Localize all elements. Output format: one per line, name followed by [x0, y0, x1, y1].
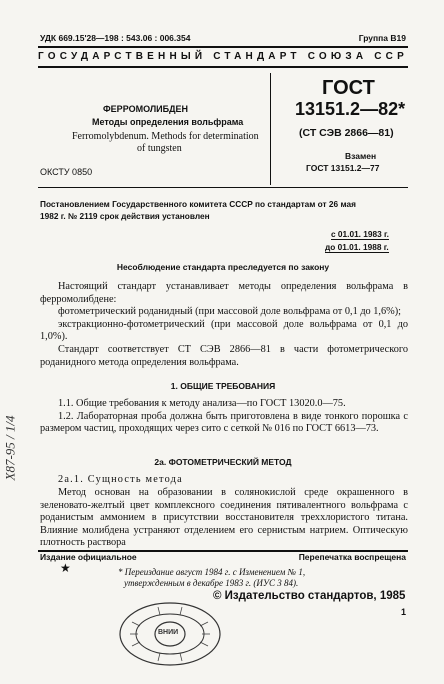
page-number: 1 — [400, 607, 406, 617]
replaces-value: ГОСТ 13151.2—77 — [306, 163, 380, 173]
section1-item-2: 1.2. Лабораторная проба должна быть приготовлена в виде тонкого порошка с размером частиц, проходящих через сито с сеткой № 016 по ГОСТ 6613—73. — [40, 410, 408, 435]
handwritten-margin-note: Х87-95 / 1/4 — [2, 415, 18, 481]
replaces-label: Взамен — [345, 151, 377, 161]
title-en-line1: Ferromolybdenum. Methods for determination — [72, 131, 259, 142]
okstu-code: ОКСТУ 0850 — [40, 167, 93, 177]
subtitle-ru: Методы определения вольфрама — [92, 117, 244, 127]
stamp-label: ВНИИ — [158, 629, 179, 636]
reprint-prohibited: Перепечатка воспрещена — [298, 552, 406, 562]
section2-subheading: 2а.1. Сущность метода — [58, 474, 183, 485]
section1-item-1: 1.1. Общие требования к методу анализа—по ГОСТ 13020.0—75. — [58, 398, 346, 409]
section1-heading: 1. ОБЩИЕ ТРЕБОВАНИЯ — [170, 381, 276, 391]
validity-to: до 01.01. 1988 г. — [325, 242, 389, 252]
library-stamp — [118, 600, 223, 668]
validity-from: с 01.01. 1983 г. — [331, 229, 389, 239]
decree-line1: Постановлением Государственного комитета СССР по стандартам от 26 мая — [40, 199, 356, 209]
section2-paragraph-1: Метод основан на образовании в солянокислой среде окрашенного в зеленовато-желтый цвет комплексного соединения пятивалентного вольфрама с роданистым аммонием в присутствии восстановителя треххлористого титана. Влияние молибдена устраняют отделением его сернистым натрием. Оптическую плотность раствора — [40, 487, 408, 549]
decree-line2: 1982 г. № 2119 срок действия установлен — [40, 211, 210, 221]
reissue-note-line1: * Переиздание август 1984 г. с Изменением № 1, — [118, 567, 306, 577]
intro-text — [40, 281, 408, 369]
section1-text — [40, 398, 408, 436]
official-edition: Издание официальное — [40, 552, 137, 562]
title-ru: ФЕРРОМОЛИБДЕН — [103, 104, 189, 114]
udk-code: УДК 669.15'28—198 : 543.06 : 006.354 — [40, 33, 191, 43]
banner-rule — [38, 66, 408, 68]
title-en-line2: of tungsten — [137, 143, 182, 154]
title-divider — [270, 73, 271, 185]
st-sev-number: (СТ СЭВ 2866—81) — [299, 127, 394, 139]
intro-paragraph-3: экстракционно-фотометрический (при массовой доле вольфрама от 0,1 до 1,0%). — [40, 318, 408, 343]
copyright: © Издательство стандартов, 1985 — [213, 590, 406, 602]
state-standard-banner: ГОСУДАРСТВЕННЫЙ СТАНДАРТ СОЮЗА ССР — [38, 51, 408, 62]
section2-text — [40, 487, 408, 550]
group-code: Группа В19 — [358, 33, 406, 43]
gost-number: 13151.2—82* — [295, 99, 406, 119]
reissue-note-line2: утвержденным в декабре 1983 г. (ИУС 3 84). — [124, 578, 299, 588]
intro-paragraph-4: Стандарт соответствует СТ СЭВ 2866—81 в части фотометрического роданидного метода определения вольфрама. — [40, 343, 408, 368]
star-icon: ★ — [60, 561, 71, 575]
header-rule — [38, 46, 408, 48]
intro-paragraph-1: Настоящий стандарт устанавливает методы определения вольфрама в ферромолибдене: — [40, 281, 408, 305]
gost-label: ГОСТ — [322, 77, 375, 99]
title-block-rule — [38, 187, 408, 188]
intro-paragraph-2: фотометрический роданидный (при массовой доле вольфрама от 0,1 до 1,6%); — [58, 306, 402, 318]
legal-warning: Несоблюдение стандарта преследуется по закону — [116, 262, 330, 272]
section2-heading: 2а. ФОТОМЕТРИЧЕСКИЙ МЕТОД — [154, 457, 292, 467]
